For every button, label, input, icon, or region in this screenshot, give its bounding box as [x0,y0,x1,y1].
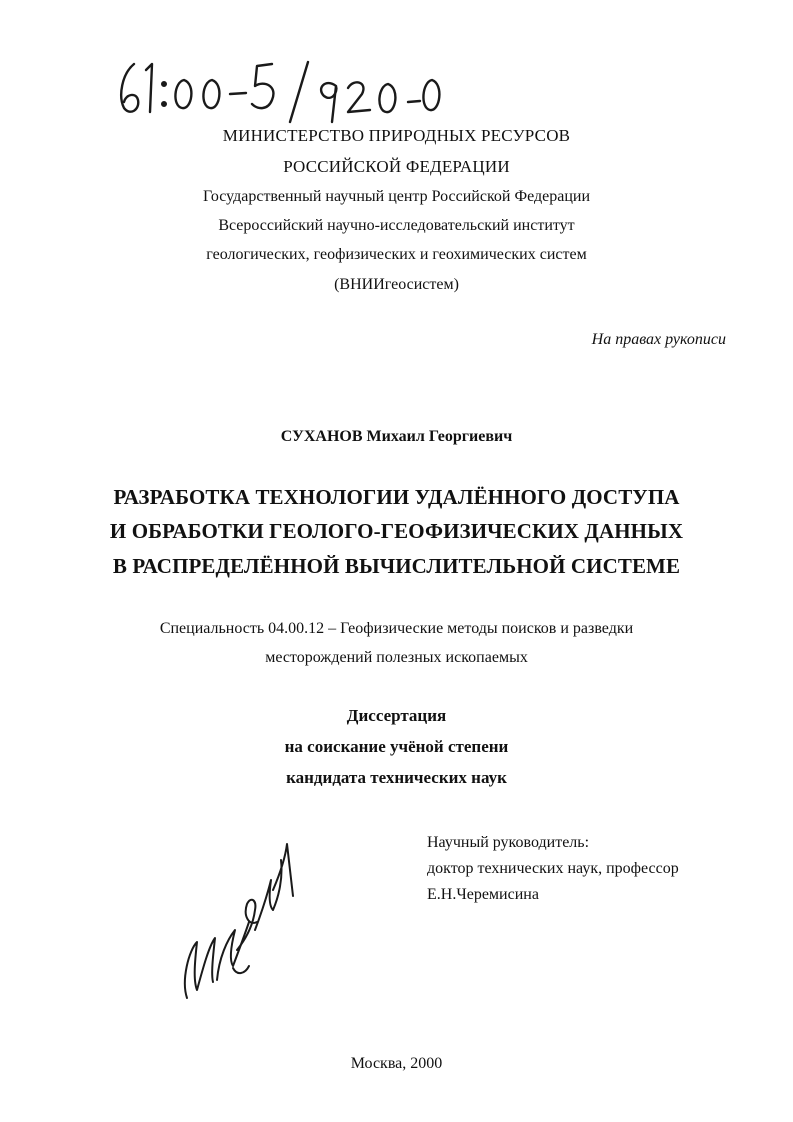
degree-line-2: кандидата технических наук [286,768,507,787]
title-line-2: И ОБРАБОТКИ ГЕОЛОГО-ГЕОФИЗИЧЕСКИХ ДАННЫХ [109,519,684,543]
institute-abbreviation: (ВНИИгеосистем) [334,276,459,293]
supervisor-degree: доктор технических наук, профессор [427,860,679,877]
supervisor-name: Е.Н.Черемисина [427,886,539,903]
supervisor-block [427,830,679,908]
signature-handwritten [175,830,305,1010]
institute-line-1: Всероссийский научно-исследовательский институт [218,217,575,234]
ministry-line-1: МИНИСТЕРСТВО ПРИРОДНЫХ РЕСУРСОВ [222,126,571,145]
specialty-line-1: Специальность 04.00.12 – Геофизические методы поисков и разведки [159,620,634,637]
institute-line-2: геологических, геофизических и геохимических систем [206,246,587,263]
author-name: СУХАНОВ Михаил Георгиевич [280,428,513,445]
title-line-1: РАЗРАБОТКА ТЕХНОЛОГИИ УДАЛЁННОГО ДОСТУПА [113,485,680,509]
ministry-line-2: РОССИЙСКОЙ ФЕДЕРАЦИИ [283,157,510,176]
title-line-3: В РАСПРЕДЕЛЁННОЙ ВЫЧИСЛИТЕЛЬНОЙ СИСТЕМЕ [112,554,681,578]
archive-code-handwritten [112,56,442,126]
specialty-line-2: месторождений полезных ископаемых [265,649,528,666]
research-center: Государственный научный центр Российской Федерации [202,188,591,205]
degree-line-1: на соискание учёной степени [284,737,509,756]
dissertation-label: Диссертация [346,706,447,725]
supervisor-label: Научный руководитель: [427,834,590,851]
rights-note: На правах рукописи [591,331,726,348]
city-year: Москва, 2000 [350,1055,443,1072]
